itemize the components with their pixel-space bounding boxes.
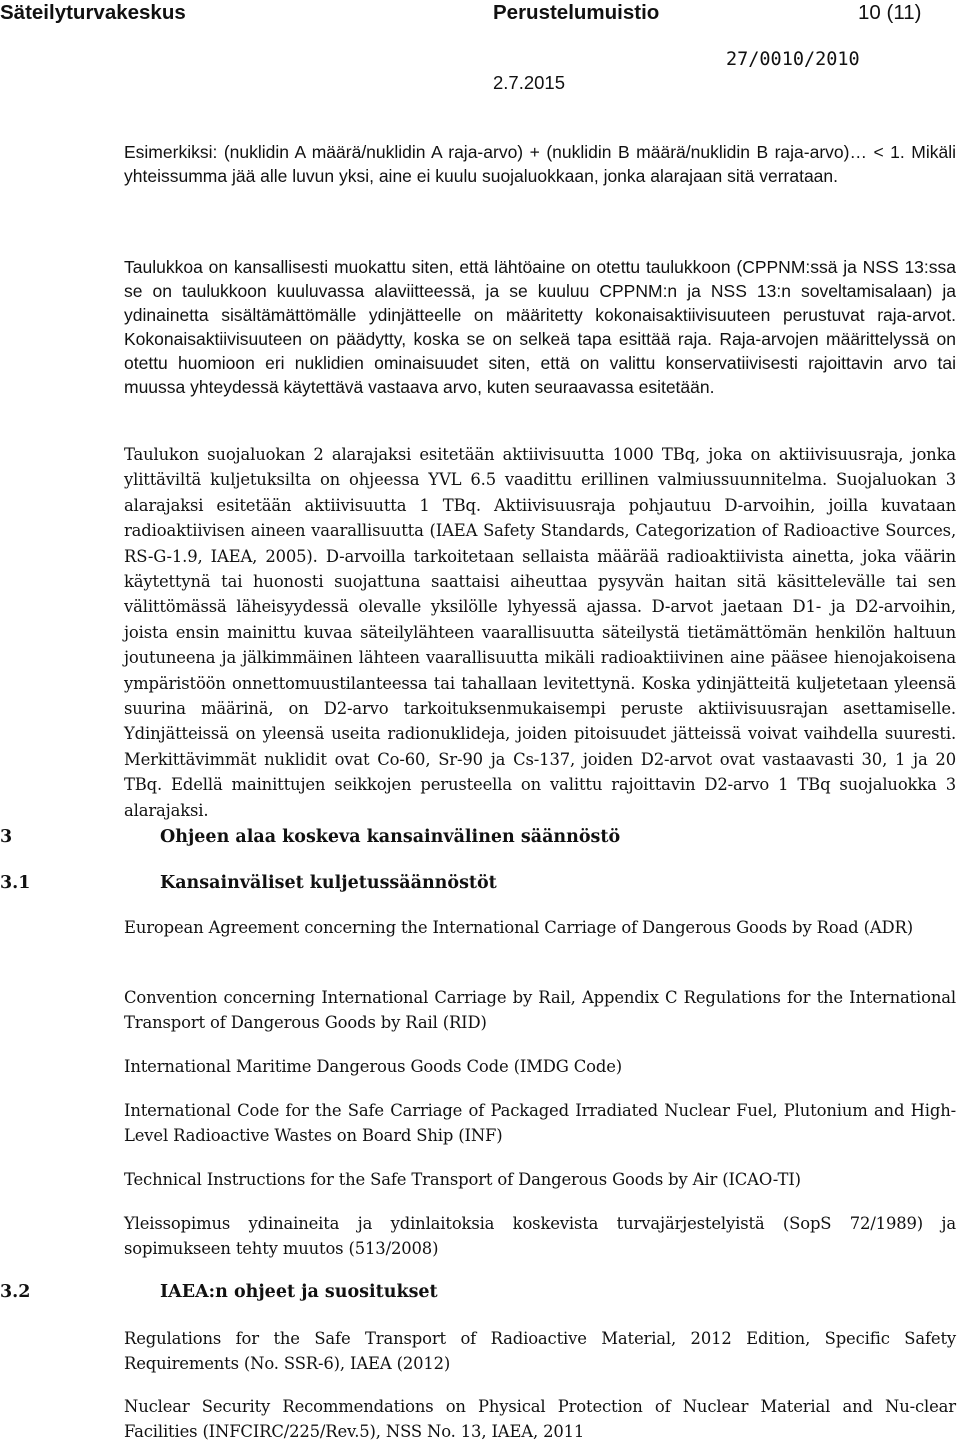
page-number: 10 (11): [858, 1, 922, 24]
section-3-number: 3: [0, 827, 13, 847]
reference-item: Yleissopimus ydinaineita ja ydinlaitoksia koskevista turvajärjestelyistä (SopS 72/1989) ja sopimukseen tehty muutos (513/2008): [124, 1214, 956, 1258]
section-3-title: Ohjeen alaa koskeva kansainvälinen säännöstö: [160, 827, 621, 847]
section-3-1-title: Kansainväliset kuljetussäännöstöt: [160, 873, 497, 893]
document-type: Perustelumuistio: [493, 1, 660, 24]
reference-item: European Agreement concerning the International Carriage of Dangerous Goods by Road (ADR): [124, 918, 913, 937]
section-3-2-number: 3.2: [0, 1282, 31, 1302]
reference-item: International Code for the Safe Carriage of Packaged Irradiated Nuclear Fuel, Plutonium and High-Level Radioactive Wastes on Board Ship (INF): [124, 1101, 956, 1145]
reference-item: Nuclear Security Recommendations on Physical Protection of Nuclear Material and Nu-clear Facilities (INFCIRC/225/Rev.5), NSS No. 13, IAEA, 2011: [124, 1397, 956, 1441]
reference-item: International Maritime Dangerous Goods Code (IMDG Code): [124, 1057, 623, 1076]
page-header: [0, 0, 960, 100]
section-3-1-number: 3.1: [0, 873, 31, 893]
class-limits-paragraph: Taulukon suojaluokan 2 alarajaksi esitetään aktiivisuutta 1000 TBq, joka on aktiivisuusraja, jonka ylittäviltä kuljetuksilta on ohjeessa YVL 6.5 vaadittu erillinen valmiussuunnitelma. Suojaluokan 3 alarajaksi esitetään aktiivisuutta 1 TBq. Aktiivisuusraja pohjautuu D-arvoihin, joilla kuvataan radioaktiivisen aineen vaarallisuutta (IAEA Safety Standards, Categorization of Radioactive Sources, RS-G-1.9, IAEA, 2005). D-arvoilla tarkoitetaan sellaista määrää radioaktiivista ainetta, joka väärin käytettynä tai huonosti suojattuna saattaisi aiheuttaa pysyvän haitan sitä käsittelevälle tai sen välittömässä läheisyydessä olevalle yksilölle lyhyessä ajassa. D-arvot jaetaan D1- ja D2-arvoihin, joista ensin mainittu kuvaa säteilylähteen vaarallisuutta säteilystä tietämättömän henkilön haltuun joutuneena ja jälkimmäinen lähteen vaarallisuutta mikäli radioaktiivinen aine pääsee hienojakoisena ympäristöön onnettomuustilanteessa tai tahallaan levitettynä. Koska ydinjätteitä kuljetetaan yleensä suurina määrinä, on D2-arvo tarkoituksenmukaisempi peruste aktiivisuusrajan asettamiselle. Ydinjätteissä on yleensä useita radionuklideja, joiden pitoisuudet jätteissä voivat vaihdella suuresti. Merkittävimmät nuklidit ovat Co-60, Sr-90 ja Cs-137, joiden D2-arvot ovat vastaavasti 30, 1 ja 20 TBq. Edellä mainittujen seikkojen perusteella on valittu rajoittavin D2-arvo 1 TBq suojaluokka 3 alarajaksi.: [124, 445, 956, 820]
example-paragraph: Esimerkiksi: (nuklidin A määrä/nuklidin A raja-arvo) + (nuklidin B määrä/nuklidin B raja-arvo)… < 1. Mikäli yhteissumma jää alle luvun yksi, aine ei kuulu suojaluokkaan, jonka alarajaan sitä verrataan.: [124, 142, 956, 186]
table-modification-paragraph: Taulukkoa on kansallisesti muokattu siten, että lähtöaine on otettu taulukkoon (CPPNM:ssä ja NSS 13:ssa se on taulukkoon kuuluvassa alaviitteessä, ja se kuuluu CPPNM:n ja NSS 13:n soveltamisalaan) ja ydinainetta sisältämättömälle ydinjätteelle on määritetty kokonaisaktiivisuuteen perustuvat raja-arvot. Kokonaisaktiivisuuteen on päädytty, koska se on selkeä tapa esittää raja. Raja-arvojen määrittelyssä on otettu huomioon eri nuklidien ominaisuudet siten, että on valittu konservatiivisesti rajoittavin arvo tai muussa yhteydessä käytettävä vastaava arvo, kuten seuraavassa esitetään.: [124, 257, 956, 397]
reference-item: Convention concerning International Carriage by Rail, Appendix C Regulations for the International Transport of Dangerous Goods by Rail (RID): [124, 988, 956, 1032]
document-date: 2.7.2015: [493, 72, 566, 93]
organization-name: Säteilyturvakeskus: [0, 1, 186, 24]
reference-item: Technical Instructions for the Safe Transport of Dangerous Goods by Air (ICAO-TI): [124, 1170, 801, 1189]
section-3-2-title: IAEA:n ohjeet ja suositukset: [160, 1282, 438, 1302]
reference-item: Regulations for the Safe Transport of Radioactive Material, 2012 Edition, Specific Safety Requirements (No. SSR-6), IAEA (2012): [124, 1329, 956, 1373]
document-reference: 27/0010/2010: [726, 49, 860, 70]
